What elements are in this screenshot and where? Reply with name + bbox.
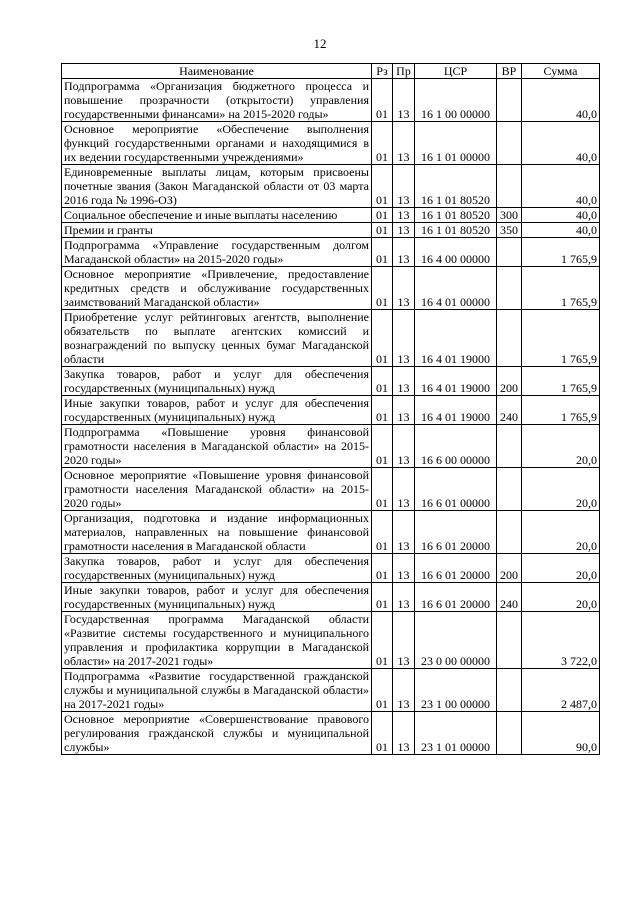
cell-rz: 01: [372, 208, 393, 223]
cell-vr: [497, 79, 522, 122]
table-header-row: [62, 64, 600, 79]
table-row: [62, 396, 600, 425]
cell-sum: 1 765,9: [522, 238, 600, 267]
table-row: [62, 554, 600, 583]
cell-sum: 20,0: [522, 554, 600, 583]
cell-name: Основное мероприятие «Повышение уровня финансовой грамотности населения Магаданской области» на 2015-2020 годы»: [62, 468, 372, 511]
cell-csr: 16 1 01 80520: [415, 223, 497, 238]
table-row: [62, 712, 600, 755]
cell-pr: 13: [393, 468, 415, 511]
cell-name: Основное мероприятие «Совершенствование правового регулирования гражданской службы и муниципальной службы»: [62, 712, 372, 755]
cell-rz: 01: [372, 612, 393, 669]
cell-sum: 1 765,9: [522, 267, 600, 310]
cell-sum: 40,0: [522, 208, 600, 223]
cell-name: Социальное обеспечение и иные выплаты населению: [62, 208, 372, 223]
cell-vr: [497, 712, 522, 755]
table-row: [62, 367, 600, 396]
cell-sum: 20,0: [522, 583, 600, 612]
cell-pr: 13: [393, 310, 415, 367]
cell-name: Иные закупки товаров, работ и услуг для обеспечения государственных (муниципальных) нужд: [62, 583, 372, 612]
cell-csr: 16 6 01 20000: [415, 511, 497, 554]
cell-name: Основное мероприятие «Привлечение, предоставление кредитных средств и обслуживание государственных заимствований Магаданской области»: [62, 267, 372, 310]
cell-sum: 1 765,9: [522, 396, 600, 425]
cell-pr: 13: [393, 165, 415, 208]
cell-sum: 20,0: [522, 425, 600, 468]
cell-rz: 01: [372, 223, 393, 238]
cell-csr: 16 4 00 00000: [415, 238, 497, 267]
cell-rz: 01: [372, 396, 393, 425]
cell-csr: 16 6 01 20000: [415, 583, 497, 612]
cell-vr: [497, 267, 522, 310]
cell-rz: 01: [372, 425, 393, 468]
cell-vr: 350: [497, 223, 522, 238]
cell-name: Подпрограмма «Организация бюджетного процесса и повышение прозрачности (открытости) управления государственными финансами» на 2015-2020 годы»: [62, 79, 372, 122]
cell-rz: 01: [372, 669, 393, 712]
cell-sum: 3 722,0: [522, 612, 600, 669]
cell-sum: 2 487,0: [522, 669, 600, 712]
table-row: [62, 310, 600, 367]
cell-pr: 13: [393, 396, 415, 425]
table-row: [62, 165, 600, 208]
table-row: [62, 267, 600, 310]
cell-name: Закупка товаров, работ и услуг для обеспечения государственных (муниципальных) нужд: [62, 367, 372, 396]
cell-sum: 20,0: [522, 511, 600, 554]
cell-pr: 13: [393, 238, 415, 267]
cell-csr: 16 4 01 19000: [415, 396, 497, 425]
cell-rz: 01: [372, 511, 393, 554]
cell-csr: 16 6 01 00000: [415, 468, 497, 511]
cell-rz: 01: [372, 122, 393, 165]
cell-pr: 13: [393, 669, 415, 712]
table-body: [62, 79, 600, 755]
cell-rz: 01: [372, 310, 393, 367]
cell-csr: 16 1 01 80520: [415, 208, 497, 223]
cell-pr: 13: [393, 367, 415, 396]
cell-csr: 23 0 00 00000: [415, 612, 497, 669]
cell-csr: 16 6 01 20000: [415, 554, 497, 583]
cell-vr: [497, 238, 522, 267]
cell-sum: 40,0: [522, 165, 600, 208]
table-row: [62, 223, 600, 238]
cell-pr: 13: [393, 583, 415, 612]
cell-vr: [497, 612, 522, 669]
cell-csr: 16 1 01 00000: [415, 122, 497, 165]
table-row: [62, 208, 600, 223]
cell-name: Основное мероприятие «Обеспечение выполнения функций государственными органами и находящимися в их ведении государственными учреждениями»: [62, 122, 372, 165]
cell-name: Закупка товаров, работ и услуг для обеспечения государственных (муниципальных) нужд: [62, 554, 372, 583]
cell-csr: 16 6 00 00000: [415, 425, 497, 468]
cell-sum: 40,0: [522, 122, 600, 165]
cell-name: Приобретение услуг рейтинговых агентств, выполнение обязательств по выплате агентских комиссий и вознаграждений по выпуску ценных бумаг Магаданской области: [62, 310, 372, 367]
cell-csr: 16 1 00 00000: [415, 79, 497, 122]
cell-vr: [497, 310, 522, 367]
cell-vr: [497, 165, 522, 208]
header-vr: ВР: [497, 64, 522, 79]
cell-pr: 13: [393, 79, 415, 122]
cell-rz: 01: [372, 554, 393, 583]
header-pr: Пр: [393, 64, 415, 79]
budget-table: [61, 63, 600, 755]
cell-sum: 1 765,9: [522, 310, 600, 367]
cell-name: Подпрограмма «Управление государственным долгом Магаданской области» на 2015-2020 годы»: [62, 238, 372, 267]
cell-rz: 01: [372, 367, 393, 396]
table-row: [62, 511, 600, 554]
cell-pr: 13: [393, 122, 415, 165]
cell-sum: 40,0: [522, 79, 600, 122]
cell-pr: 13: [393, 223, 415, 238]
cell-vr: 300: [497, 208, 522, 223]
cell-name: Единовременные выплаты лицам, которым присвоены почетные звания (Закон Магаданской области от 03 марта 2016 года № 1996-ОЗ): [62, 165, 372, 208]
cell-vr: 200: [497, 367, 522, 396]
cell-pr: 13: [393, 712, 415, 755]
table-row: [62, 468, 600, 511]
cell-vr: 200: [497, 554, 522, 583]
cell-rz: 01: [372, 238, 393, 267]
header-name: Наименование: [62, 64, 372, 79]
cell-pr: 13: [393, 554, 415, 583]
cell-csr: 16 4 01 19000: [415, 367, 497, 396]
cell-name: Премии и гранты: [62, 223, 372, 238]
cell-csr: 16 4 01 19000: [415, 310, 497, 367]
cell-name: Подпрограмма «Развитие государственной гражданской службы и муниципальной службы в Магаданской области» на 2017-2021 годы»: [62, 669, 372, 712]
header-sum: Сумма: [522, 64, 600, 79]
table-row: [62, 425, 600, 468]
cell-csr: 16 4 01 00000: [415, 267, 497, 310]
cell-csr: 23 1 00 00000: [415, 669, 497, 712]
cell-vr: [497, 468, 522, 511]
table-row: [62, 238, 600, 267]
cell-vr: 240: [497, 396, 522, 425]
table-row: [62, 612, 600, 669]
table-row: [62, 583, 600, 612]
cell-name: Организация, подготовка и издание информационных материалов, направленных на повышение финансовой грамотности населения в Магаданской области: [62, 511, 372, 554]
cell-csr: 23 1 01 00000: [415, 712, 497, 755]
cell-rz: 01: [372, 267, 393, 310]
cell-vr: [497, 669, 522, 712]
cell-rz: 01: [372, 79, 393, 122]
cell-vr: [497, 511, 522, 554]
table-row: [62, 79, 600, 122]
cell-pr: 13: [393, 511, 415, 554]
cell-vr: 240: [497, 583, 522, 612]
cell-pr: 13: [393, 425, 415, 468]
cell-pr: 13: [393, 267, 415, 310]
cell-pr: 13: [393, 208, 415, 223]
cell-pr: 13: [393, 612, 415, 669]
cell-rz: 01: [372, 583, 393, 612]
cell-vr: [497, 425, 522, 468]
cell-sum: 40,0: [522, 223, 600, 238]
cell-sum: 20,0: [522, 468, 600, 511]
header-rz: Рз: [372, 64, 393, 79]
cell-rz: 01: [372, 165, 393, 208]
cell-name: Иные закупки товаров, работ и услуг для обеспечения государственных (муниципальных) нужд: [62, 396, 372, 425]
table-row: [62, 669, 600, 712]
cell-rz: 01: [372, 712, 393, 755]
cell-rz: 01: [372, 468, 393, 511]
cell-name: Подпрограмма «Повышение уровня финансовой грамотности населения в Магаданской области» на 2015-2020 годы»: [62, 425, 372, 468]
cell-csr: 16 1 01 80520: [415, 165, 497, 208]
cell-vr: [497, 122, 522, 165]
header-csr: ЦСР: [415, 64, 497, 79]
cell-sum: 90,0: [522, 712, 600, 755]
cell-name: Государственная программа Магаданской области «Развитие системы государственного и муниципального управления и профилактика коррупции в Магаданской области» на 2017-2021 годы»: [62, 612, 372, 669]
cell-sum: 1 765,9: [522, 367, 600, 396]
page-number: 12: [313, 36, 327, 51]
table-row: [62, 122, 600, 165]
